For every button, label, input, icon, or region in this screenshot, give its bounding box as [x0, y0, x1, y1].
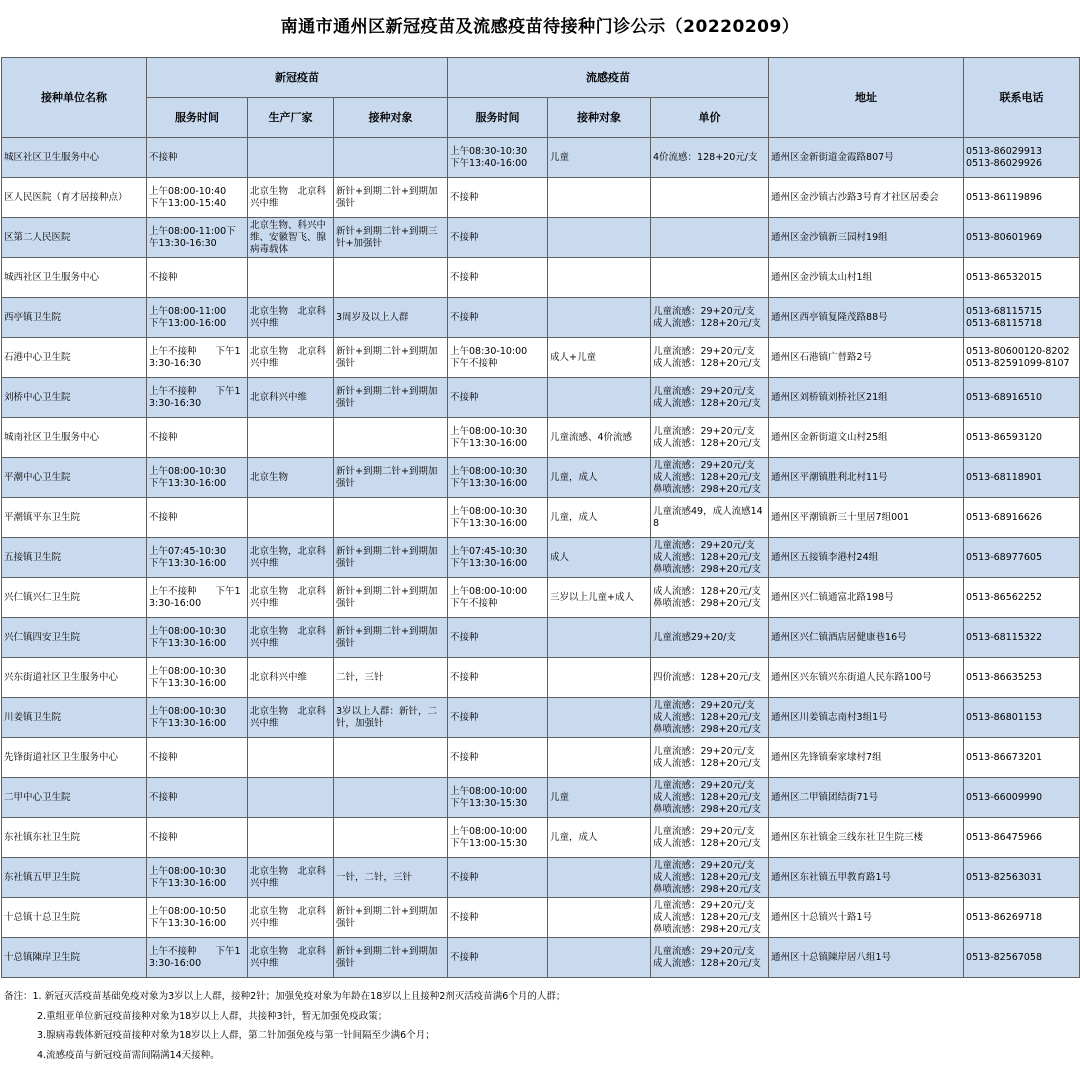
address-cell: 通州区兴仁镇酒店居健康巷16号 [769, 618, 964, 658]
flu-price-cell: 儿童流感：29+20元/支 成人流感：128+20元/支 [651, 738, 769, 778]
table-row [2, 178, 1080, 218]
covid-time-cell: 上午08:00-10:30 下午13:30-16:00 [147, 698, 248, 738]
header-covid-time: 服务时间 [147, 98, 248, 138]
covid-target-cell: 新针+到期二针+到期加强针 [334, 578, 448, 618]
covid-target-cell: 新针+到期二针+到期加强针 [334, 338, 448, 378]
note-line: 2.重组亚单位新冠疫苗接种对象为18岁以上人群，共接种3针，暂无加强免疫政策； [37, 1010, 388, 1022]
phone-cell: 0513-86532015 [964, 258, 1080, 298]
table-row [2, 258, 1080, 298]
table-body [2, 138, 1080, 978]
address-cell: 通州区东社镇五甲教育路1号 [769, 858, 964, 898]
unit-name-cell: 五接镇卫生院 [2, 538, 147, 578]
covid-time-cell: 上午不接种 下午13:30-16:00 [147, 938, 248, 978]
covid-target-cell: 一针，二针，三针 [334, 858, 448, 898]
table-row [2, 658, 1080, 698]
flu-time-cell: 上午08:30-10:00 下午不接种 [448, 338, 548, 378]
flu-time-cell: 不接种 [448, 938, 548, 978]
header-covid-maker: 生产厂家 [248, 98, 334, 138]
table-row [2, 778, 1080, 818]
phone-cell: 0513-86269718 [964, 898, 1080, 938]
unit-name-cell: 刘桥中心卫生院 [2, 378, 147, 418]
flu-price-cell: 儿童流感：29+20元/支 成人流感：128+20元/支 [651, 378, 769, 418]
covid-target-cell: 3岁以上人群：新针，二针，加强针 [334, 698, 448, 738]
table-row [2, 138, 1080, 178]
table-row [2, 898, 1080, 938]
flu-target-cell [548, 258, 651, 298]
address-cell: 通州区金沙镇新三园村19组 [769, 218, 964, 258]
flu-time-cell: 上午08:00-10:30 下午13:30-16:00 [448, 418, 548, 458]
address-cell: 通州区平潮镇胜利北村11号 [769, 458, 964, 498]
unit-name-cell: 城南社区卫生服务中心 [2, 418, 147, 458]
unit-name-cell: 西亭镇卫生院 [2, 298, 147, 338]
covid-maker-cell [248, 138, 334, 178]
unit-name-cell: 十总镇陳岸卫生院 [2, 938, 147, 978]
address-cell: 通州区二甲镇团结街71号 [769, 778, 964, 818]
flu-price-cell [651, 218, 769, 258]
covid-maker-cell [248, 778, 334, 818]
flu-time-cell: 上午08:00-10:00 下午13:00-15:30 [448, 818, 548, 858]
flu-target-cell [548, 698, 651, 738]
unit-name-cell: 先锋街道社区卫生服务中心 [2, 738, 147, 778]
covid-time-cell: 上午08:00-10:30 下午13:30-16:00 [147, 618, 248, 658]
phone-cell: 0513-86119896 [964, 178, 1080, 218]
flu-target-cell: 儿童流感、4价流感 [548, 418, 651, 458]
flu-target-cell [548, 658, 651, 698]
address-cell: 通州区兴仁镇通富北路198号 [769, 578, 964, 618]
table-row [2, 738, 1080, 778]
covid-time-cell: 不接种 [147, 258, 248, 298]
covid-target-cell [334, 138, 448, 178]
flu-time-cell: 不接种 [448, 898, 548, 938]
unit-name-cell: 石港中心卫生院 [2, 338, 147, 378]
covid-maker-cell [248, 258, 334, 298]
covid-target-cell: 新针+到期二针+到期加强针 [334, 178, 448, 218]
address-cell: 通州区东社镇金三线东社卫生院三楼 [769, 818, 964, 858]
flu-time-cell: 上午08:00-10:30 下午13:30-16:00 [448, 498, 548, 538]
flu-time-cell: 不接种 [448, 858, 548, 898]
covid-maker-cell: 北京生物 北京科兴中维 [248, 698, 334, 738]
flu-time-cell: 不接种 [448, 218, 548, 258]
covid-time-cell: 上午08:00-10:50 下午13:30-16:00 [147, 898, 248, 938]
phone-cell: 0513-66009990 [964, 778, 1080, 818]
phone-cell: 0513-86029913 0513-86029926 [964, 138, 1080, 178]
covid-target-cell: 新针+到期二针+到期加强针 [334, 538, 448, 578]
phone-cell: 0513-86562252 [964, 578, 1080, 618]
flu-time-cell: 不接种 [448, 378, 548, 418]
covid-target-cell: 新针+到期二针+到期加强针 [334, 938, 448, 978]
address-cell: 通州区十总镇兴十路1号 [769, 898, 964, 938]
unit-name-cell: 兴仁镇兴仁卫生院 [2, 578, 147, 618]
flu-target-cell [548, 858, 651, 898]
covid-maker-cell: 北京生物 北京科兴中维 [248, 898, 334, 938]
covid-maker-cell: 北京生物 北京科兴中维 [248, 858, 334, 898]
address-cell: 通州区西亭镇复隆茂路88号 [769, 298, 964, 338]
table-row [2, 538, 1080, 578]
flu-price-cell: 四价流感：128+20元/支 [651, 658, 769, 698]
covid-target-cell: 新针+到期二针+到期三针+加强针 [334, 218, 448, 258]
flu-target-cell [548, 898, 651, 938]
flu-time-cell: 不接种 [448, 698, 548, 738]
table-row [2, 338, 1080, 378]
address-cell: 通州区川姜镇志南村3组1号 [769, 698, 964, 738]
covid-maker-cell: 北京生物 北京科兴中维 [248, 618, 334, 658]
flu-price-cell: 儿童流感：29+20元/支 成人流感：128+20元/支 [651, 418, 769, 458]
address-cell: 通州区十总镇陳岸居八组1号 [769, 938, 964, 978]
flu-price-cell: 儿童流感：29+20元/支 成人流感：128+20元/支 鼻喷流感：298+20元/支 [651, 858, 769, 898]
unit-name-cell: 兴东街道社区卫生服务中心 [2, 658, 147, 698]
covid-target-cell: 新针+到期二针+到期加强针 [334, 618, 448, 658]
covid-maker-cell: 北京生物 [248, 458, 334, 498]
covid-target-cell [334, 258, 448, 298]
unit-name-cell: 二甲中心卫生院 [2, 778, 147, 818]
phone-cell: 0513-86475966 [964, 818, 1080, 858]
phone-cell: 0513-82563031 [964, 858, 1080, 898]
header-unit-name: 接种单位名称 [2, 58, 147, 138]
covid-time-cell: 上午08:00-10:30 下午13:30-16:00 [147, 658, 248, 698]
flu-target-cell [548, 298, 651, 338]
phone-cell: 0513-68118901 [964, 458, 1080, 498]
covid-time-cell: 上午不接种 下午13:30-16:30 [147, 338, 248, 378]
unit-name-cell: 区人民医院（育才居接种点） [2, 178, 147, 218]
covid-maker-cell: 北京生物 北京科兴中维 [248, 578, 334, 618]
flu-time-cell: 上午08:30-10:30 下午13:40-16:00 [448, 138, 548, 178]
address-cell: 通州区平潮镇新三十里居7组001 [769, 498, 964, 538]
flu-target-cell: 成人+儿童 [548, 338, 651, 378]
unit-name-cell: 城西社区卫生服务中心 [2, 258, 147, 298]
flu-price-cell: 儿童流感：29+20元/支 成人流感：128+20元/支 鼻喷流感：298+20元/支 [651, 458, 769, 498]
flu-price-cell [651, 178, 769, 218]
phone-cell: 0513-86593120 [964, 418, 1080, 458]
covid-maker-cell [248, 498, 334, 538]
covid-target-cell: 二针，三针 [334, 658, 448, 698]
address-cell: 通州区五接镇李港村24组 [769, 538, 964, 578]
table-row [2, 378, 1080, 418]
covid-time-cell: 不接种 [147, 138, 248, 178]
covid-time-cell: 上午08:00-10:40 下午13:00-15:40 [147, 178, 248, 218]
covid-target-cell [334, 498, 448, 538]
table-row [2, 418, 1080, 458]
flu-target-cell [548, 618, 651, 658]
flu-time-cell: 上午08:00-10:30 下午13:30-16:00 [448, 458, 548, 498]
table-row [2, 618, 1080, 658]
phone-cell: 0513-86635253 [964, 658, 1080, 698]
covid-maker-cell: 北京生物 北京科兴中维 [248, 178, 334, 218]
flu-time-cell: 上午08:00-10:00 下午13:30-15:30 [448, 778, 548, 818]
phone-cell: 0513-80601969 [964, 218, 1080, 258]
flu-time-cell: 不接种 [448, 258, 548, 298]
address-cell: 通州区金新街道金霞路807号 [769, 138, 964, 178]
table-row [2, 498, 1080, 538]
header-phone: 联系电话 [964, 58, 1080, 138]
note-line: 3.腺病毒载体新冠疫苗接种对象为18岁以上人群，第二针加强免疫与第一针间隔至少满6个月； [37, 1030, 435, 1041]
covid-time-cell: 上午不接种 下午13:30-16:00 [147, 578, 248, 618]
address-cell: 通州区刘桥镇刘桥社区21组 [769, 378, 964, 418]
covid-maker-cell: 北京生物 北京科兴中维 [248, 298, 334, 338]
flu-time-cell: 不接种 [448, 658, 548, 698]
table-row [2, 938, 1080, 978]
covid-time-cell: 上午不接种 下午13:30-16:30 [147, 378, 248, 418]
address-cell: 通州区金沙镇古沙路3号育才社区居委会 [769, 178, 964, 218]
address-cell: 通州区金沙镇太山村1组 [769, 258, 964, 298]
table-row [2, 818, 1080, 858]
flu-price-cell: 4价流感：128+20元/支 [651, 138, 769, 178]
table-row [2, 218, 1080, 258]
header-flu-target: 接种对象 [548, 98, 651, 138]
covid-time-cell: 不接种 [147, 818, 248, 858]
flu-price-cell: 儿童流感：29+20元/支 成人流感：128+20元/支 [651, 818, 769, 858]
phone-cell: 0513-86801153 [964, 698, 1080, 738]
covid-time-cell: 不接种 [147, 498, 248, 538]
covid-maker-cell [248, 738, 334, 778]
covid-target-cell [334, 778, 448, 818]
covid-target-cell: 3周岁及以上人群 [334, 298, 448, 338]
flu-price-cell [651, 258, 769, 298]
flu-price-cell: 儿童流感29+20/支 [651, 618, 769, 658]
address-cell: 通州区石港镇广替路2号 [769, 338, 964, 378]
header-flu-time: 服务时间 [448, 98, 548, 138]
header-covid: 新冠疫苗 [147, 58, 448, 98]
flu-target-cell: 三岁以上儿童+成人 [548, 578, 651, 618]
flu-target-cell: 成人 [548, 538, 651, 578]
covid-target-cell [334, 738, 448, 778]
unit-name-cell: 区第二人民医院 [2, 218, 147, 258]
address-cell: 通州区金新街道文山村25组 [769, 418, 964, 458]
unit-name-cell: 川姜镇卫生院 [2, 698, 147, 738]
covid-target-cell [334, 418, 448, 458]
phone-cell: 0513-68115322 [964, 618, 1080, 658]
header-covid-target: 接种对象 [334, 98, 448, 138]
unit-name-cell: 平潮镇平东卫生院 [2, 498, 147, 538]
header-flu-price: 单价 [651, 98, 769, 138]
unit-name-cell: 十总镇十总卫生院 [2, 898, 147, 938]
covid-time-cell: 上午07:45-10:30 下午13:30-16:00 [147, 538, 248, 578]
unit-name-cell: 城区社区卫生服务中心 [2, 138, 147, 178]
table-row [2, 298, 1080, 338]
covid-maker-cell [248, 818, 334, 858]
flu-price-cell: 成人流感：128+20元/支 鼻喷流感：298+20元/支 [651, 578, 769, 618]
notes [4, 987, 565, 1065]
phone-cell: 0513-80600120-8202 0513-82591099-8107 [964, 338, 1080, 378]
flu-target-cell [548, 218, 651, 258]
flu-target-cell [548, 938, 651, 978]
flu-target-cell: 儿童 [548, 778, 651, 818]
phone-cell: 0513-86673201 [964, 738, 1080, 778]
covid-target-cell: 新针+到期二针+到期加强针 [334, 378, 448, 418]
header-address: 地址 [769, 58, 964, 138]
covid-time-cell: 不接种 [147, 738, 248, 778]
unit-name-cell: 兴仁镇四安卫生院 [2, 618, 147, 658]
address-cell: 通州区先锋镇秦家埭村7组 [769, 738, 964, 778]
covid-time-cell: 上午08:00-10:30 下午13:30-16:00 [147, 858, 248, 898]
page-title: 南通市通州区新冠疫苗及流感疫苗待接种门诊公示（20220209） [280, 17, 800, 37]
unit-name-cell: 东社镇五甲卫生院 [2, 858, 147, 898]
flu-time-cell: 不接种 [448, 618, 548, 658]
flu-time-cell: 不接种 [448, 298, 548, 338]
flu-price-cell: 儿童流感：29+20元/支 成人流感：128+20元/支 鼻喷流感：298+20元/支 [651, 538, 769, 578]
note-line: 4.流感疫苗与新冠疫苗需间隔满14天接种。 [37, 1049, 220, 1061]
covid-target-cell: 新针+到期二针+到期加强针 [334, 898, 448, 938]
covid-time-cell: 不接种 [147, 778, 248, 818]
table-row [2, 578, 1080, 618]
phone-cell: 0513-68916626 [964, 498, 1080, 538]
unit-name-cell: 平潮中心卫生院 [2, 458, 147, 498]
flu-price-cell: 儿童流感：29+20元/支 成人流感：128+20元/支 [651, 938, 769, 978]
covid-maker-cell: 北京科兴中维 [248, 378, 334, 418]
flu-target-cell [548, 378, 651, 418]
flu-target-cell: 儿童，成人 [548, 498, 651, 538]
covid-time-cell: 不接种 [147, 418, 248, 458]
phone-cell: 0513-68115715 0513-68115718 [964, 298, 1080, 338]
flu-time-cell: 不接种 [448, 178, 548, 218]
flu-target-cell: 儿童，成人 [548, 818, 651, 858]
covid-time-cell: 上午08:00-10:30 下午13:30-16:00 [147, 458, 248, 498]
flu-target-cell: 儿童 [548, 138, 651, 178]
unit-name-cell: 东社镇东社卫生院 [2, 818, 147, 858]
flu-target-cell [548, 178, 651, 218]
flu-price-cell: 儿童流感：29+20元/支 成人流感：128+20元/支 鼻喷流感：298+20元/支 [651, 698, 769, 738]
covid-target-cell: 新针+到期二针+到期加强针 [334, 458, 448, 498]
header-flu: 流感疫苗 [448, 58, 769, 98]
phone-cell: 0513-82567058 [964, 938, 1080, 978]
flu-time-cell: 不接种 [448, 738, 548, 778]
table-row [2, 458, 1080, 498]
flu-target-cell [548, 738, 651, 778]
covid-time-cell: 上午08:00-11:00 下午13:00-16:00 [147, 298, 248, 338]
note-line: 备注：1. 新冠灭活疫苗基础免疫对象为3岁以上人群，接种2针；加强免疫对象为年龄在18岁以上且接种2剂灭活疫苗满6个月的人群； [4, 991, 566, 1002]
phone-cell: 0513-68977605 [964, 538, 1080, 578]
flu-target-cell: 儿童，成人 [548, 458, 651, 498]
flu-price-cell: 儿童流感：29+20元/支 成人流感：128+20元/支 鼻喷流感：298+20元/支 [651, 898, 769, 938]
covid-maker-cell: 北京生物、科兴中维、安徽智飞、腺病毒载体 [248, 218, 334, 258]
flu-price-cell: 儿童流感：29+20元/支 成人流感：128+20元/支 鼻喷流感：298+20元/支 [651, 778, 769, 818]
flu-price-cell: 儿童流感：29+20元/支 成人流感：128+20元/支 [651, 298, 769, 338]
phone-cell: 0513-68916510 [964, 378, 1080, 418]
flu-price-cell: 儿童流感：29+20元/支 成人流感：128+20元/支 [651, 338, 769, 378]
covid-maker-cell: 北京科兴中维 [248, 658, 334, 698]
covid-time-cell: 上午08:00-11:00下午13:30-16:30 [147, 218, 248, 258]
flu-time-cell: 上午07:45-10:30 下午13:30-16:00 [448, 538, 548, 578]
flu-time-cell: 上午08:00-10:00 下午不接种 [448, 578, 548, 618]
clinic-table [1, 57, 1080, 978]
table-row [2, 698, 1080, 738]
covid-maker-cell: 北京生物 北京科兴中维 [248, 938, 334, 978]
table-row [2, 858, 1080, 898]
flu-price-cell: 儿童流感49，成人流感148 [651, 498, 769, 538]
covid-maker-cell: 北京生物 北京科兴中维 [248, 338, 334, 378]
covid-maker-cell [248, 418, 334, 458]
covid-target-cell [334, 818, 448, 858]
address-cell: 通州区兴东镇兴东街道人民东路100号 [769, 658, 964, 698]
covid-maker-cell: 北京生物，北京科兴中维 [248, 538, 334, 578]
